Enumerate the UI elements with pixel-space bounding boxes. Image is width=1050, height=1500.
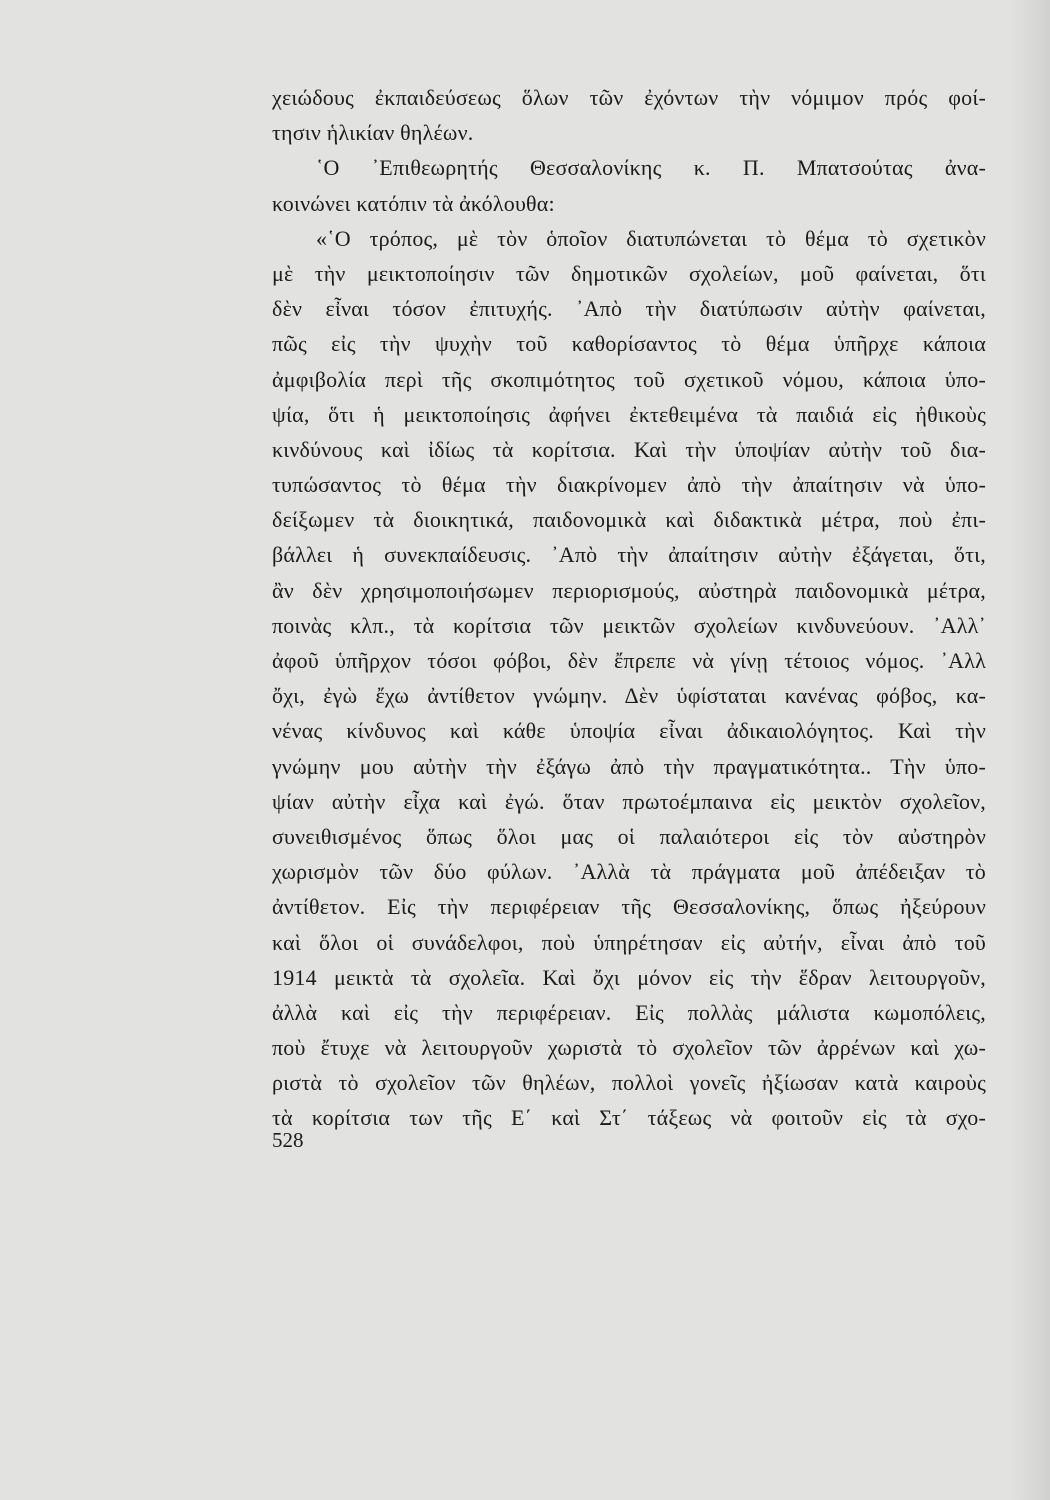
text-line: «῾Ο τρόπος, μὲ τὸν ὁποῖον διατυπώνεται τὸ θέμα τὸ σχετικὸν (316, 225, 986, 251)
text-line: 1914 μεικτὰ τὰ σχολεῖα. Καὶ ὄχι μόνον εἰς τὴν ἕδραν λειτουργοῦν, (272, 964, 986, 990)
text-line: ριστὰ τὸ σχολεῖον τῶν θηλέων, πολλοὶ γονεῖς ἠξίωσαν κατὰ καιροὺς (272, 1070, 986, 1096)
text-line: καὶ ὅλοι οἱ συνάδελφοι, ποὺ ὑπηρέτησαν εἰς αὐτήν, εἶναι ἀπὸ τοῦ (272, 929, 986, 955)
text-line: δείξωμεν τὰ διοικητικά, παιδονομικὰ καὶ διδακτικὰ μέτρα, ποὺ ἐπι- (272, 507, 986, 533)
page-number: 528 (272, 1128, 304, 1152)
text-line: δὲν εἶναι τόσον ἐπιτυχής. ᾿Απὸ τὴν διατύπωσιν αὐτὴν φαίνεται, (272, 296, 986, 322)
text-line: ποινὰς κλπ., τὰ κορίτσια τῶν μεικτῶν σχολείων κινδυνεύουν. ᾿Αλλ᾿ (272, 612, 986, 638)
text-line: ῾Ο ᾿Επιθεωρητής Θεσσαλονίκης κ. Π. Μπατσούτας ἀνα- (316, 155, 986, 181)
text-line: κοινώνει κατόπιν τὰ ἀκόλουθα: (272, 190, 555, 216)
page-shadow (1010, 0, 1050, 1500)
text-line: ἂν δὲν χρησιμοποιήσωμεν περιορισμούς, αὐστηρὰ παιδονομικὰ μέτρα, (272, 577, 986, 603)
text-line: κινδύνους καὶ ἰδίως τὰ κορίτσια. Καὶ τὴν ὑποψίαν αὐτὴν τοῦ δια- (272, 436, 986, 462)
text-line: νένας κίνδυνος καὶ κάθε ὑποψία εἶναι ἀδικαιολόγητος. Καὶ τὴν (272, 718, 986, 744)
text-line: ἀλλὰ καὶ εἰς τὴν περιφέρειαν. Εἰς πολλὰς μάλιστα κωμοπόλεις, (272, 999, 986, 1025)
text-line: μὲ τὴν μεικτοποίησιν τῶν δημοτικῶν σχολείων, μοῦ φαίνεται, ὅτι (272, 260, 986, 286)
text-line: χωρισμὸν τῶν δύο φύλων. ᾿Αλλὰ τὰ πράγματα μοῦ ἀπέδειξαν τὸ (272, 859, 986, 885)
text-line: γνώμην μου αὐτὴν τὴν ἐξάγω ἀπὸ τὴν πραγματικότητα.. Τὴν ὑπο- (272, 753, 986, 779)
text-line: ποὺ ἔτυχε νὰ λειτουργοῦν χωριστὰ τὸ σχολεῖον τῶν ἀρρένων καὶ χω- (272, 1035, 986, 1061)
text-line: βάλλει ἡ συνεκπαίδευσις. ᾿Απὸ τὴν ἀπαίτησιν αὐτὴν ἐξάγεται, ὅτι, (272, 542, 986, 568)
text-line: τυπώσαντος τὸ θέμα τὴν διακρίνομεν ἀπὸ τὴν ἀπαίτησιν νὰ ὑπο- (272, 472, 986, 498)
text-line: τησιν ἡλικίαν θηλέων. (272, 120, 474, 146)
text-line: πῶς εἰς τὴν ψυχὴν τοῦ καθορίσαντος τὸ θέμα ὑπῆρχε κάποια (272, 331, 986, 357)
text-line: ψία, ὅτι ἡ μεικτοποίησις ἀφήνει ἐκτεθειμένα τὰ παιδιά εἰς ἠθικοὺς (272, 401, 986, 427)
text-line: ὄχι, ἐγὼ ἔχω ἀντίθετον γνώμην. Δὲν ὑφίσταται κανένας φόβος, κα- (272, 683, 986, 709)
text-line: συνειθισμένος ὅπως ὅλοι μας οἱ παλαιότεροι εἰς τὸν αὐστηρὸν (272, 823, 986, 849)
text-line: ἀντίθετον. Εἰς τὴν περιφέρειαν τῆς Θεσσαλονίκης, ὅπως ἠξεύρουν (272, 894, 986, 920)
text-line: τὰ κορίτσια των τῆς Ε΄ καὶ Στ΄ τάξεως νὰ φοιτοῦν εἰς τὰ σχο- (272, 1105, 986, 1131)
text-line: ψίαν αὐτὴν εἶχα καὶ ἐγώ. ὅταν πρωτοέμπαινα εἰς μεικτὸν σχολεῖον, (272, 788, 986, 814)
text-line: ἀφοῦ ὑπῆρχον τόσοι φόβοι, δὲν ἔπρεπε νὰ γίνῃ τέτοιος νόμος. ᾿Αλλ (272, 648, 986, 673)
text-line: χειώδους ἐκπαιδεύσεως ὅλων τῶν ἐχόντων τὴν νόμιμον πρός φοί- (272, 85, 986, 110)
body-text (272, 80, 986, 1136)
text-line: ἀμφιβολία περὶ τῆς σκοπιμότητος τοῦ σχετικοῦ νόμου, κάποια ὑπο- (272, 366, 986, 392)
